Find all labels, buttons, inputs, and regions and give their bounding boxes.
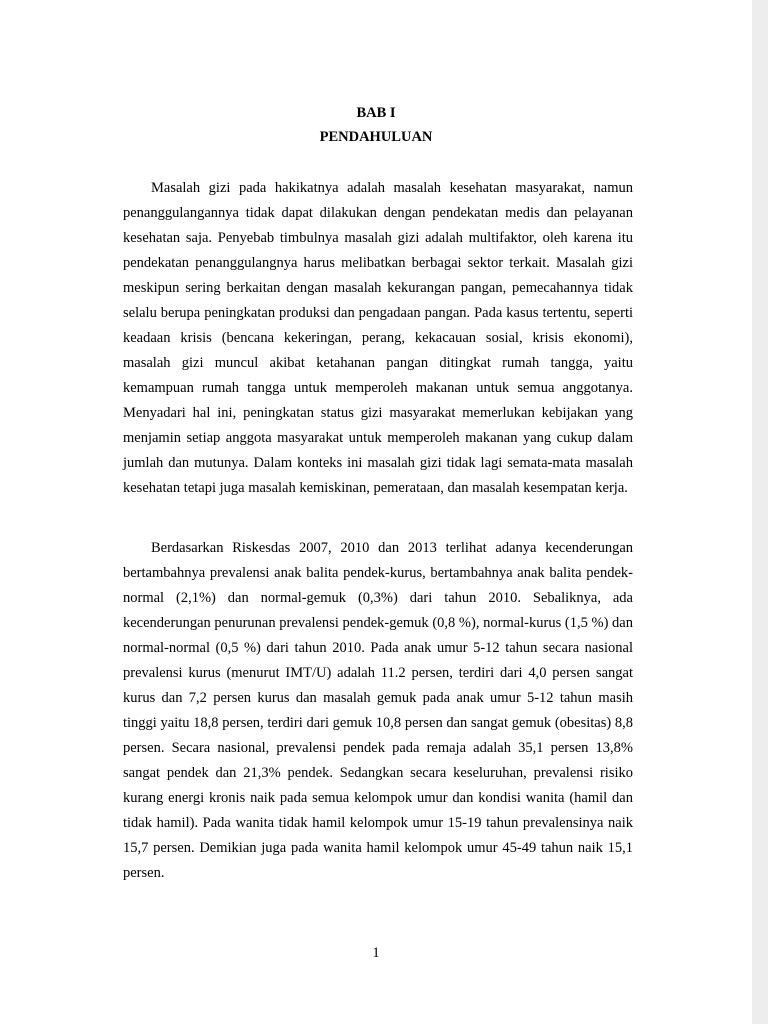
scrollbar[interactable] [752,0,768,1024]
page-number: 1 [372,945,380,961]
paragraph-1: Masalah gizi pada hakikatnya adalah masalah kesehatan masyarakat, namun penanggulangannya tidak dapat dilakukan dengan pendekatan medis dan pelayanan kesehatan saja. Penyebab timbulnya masalah gizi adalah multifaktor, oleh karena itu pendekatan penanggulangnya harus melibatkan berbagai sektor terkait. Masalah gizi meskipun sering berkaitan dengan masalah kekurangan pangan, pemecahannya tidak selalu berupa peningkatan produksi dan pengadaan pangan. Pada kasus tertentu, seperti keadaan krisis (bencana kekeringan, perang, kekacauan sosial, krisis ekonomi), masalah gizi muncul akibat ketahanan pangan ditingkat rumah tangga, yaitu kemampuan rumah tangga untuk memperoleh makanan untuk semua anggotanya. Menyadari hal ini, peningkatan status gizi masyarakat memerlukan kebijakan yang menjamin setiap anggota masyarakat untuk memperoleh makanan yang cukup dalam jumlah dan mutunya. Dalam konteks ini masalah gizi tidak lagi semata-mata masalah kesehatan tetapi juga masalah kemiskinan, pemerataan, dan masalah kesempatan kerja. [123,180,633,496]
chapter-title: PENDAHULUAN [319,129,433,145]
paragraph-2: Berdasarkan Riskesdas 2007, 2010 dan 2013 terlihat adanya kecenderungan bertambahnya prevalensi anak balita pendek-kurus, bertambahnya anak balita pendek-normal (2,1%) dan normal-gemuk (0,3%) dari tahun 2010. Sebaliknya, ada kecenderungan penurunan prevalensi pendek-gemuk (0,8 %), normal-kurus (1,5 %) dan normal-normal (0,5 %) dari tahun 2010. Pada anak umur 5-12 tahun secara nasional prevalensi kurus (menurut IMT/U) adalah 11.2 persen, terdiri dari 4,0 persen sangat kurus dan 7,2 persen kurus dan masalah gemuk pada anak umur 5-12 tahun masih tinggi yaitu 18,8 persen, terdiri dari gemuk 10,8 persen dan sangat gemuk (obesitas) 8,8 persen. Secara nasional, prevalensi pendek pada remaja adalah 35,1 persen 13,8% sangat pendek dan 21,3% pendek. Sedangkan secara keseluruhan, prevalensi risiko kurang energi kronis naik pada semua kelompok umur dan kondisi wanita (hamil dan tidak hamil). Pada wanita tidak hamil kelompok umur 15-19 tahun prevalensinya naik 15,7 persen. Demikian juga pada wanita hamil kelompok umur 45-49 tahun naik 15,1 persen. [123,540,633,881]
chapter-heading: BAB I [356,105,396,121]
